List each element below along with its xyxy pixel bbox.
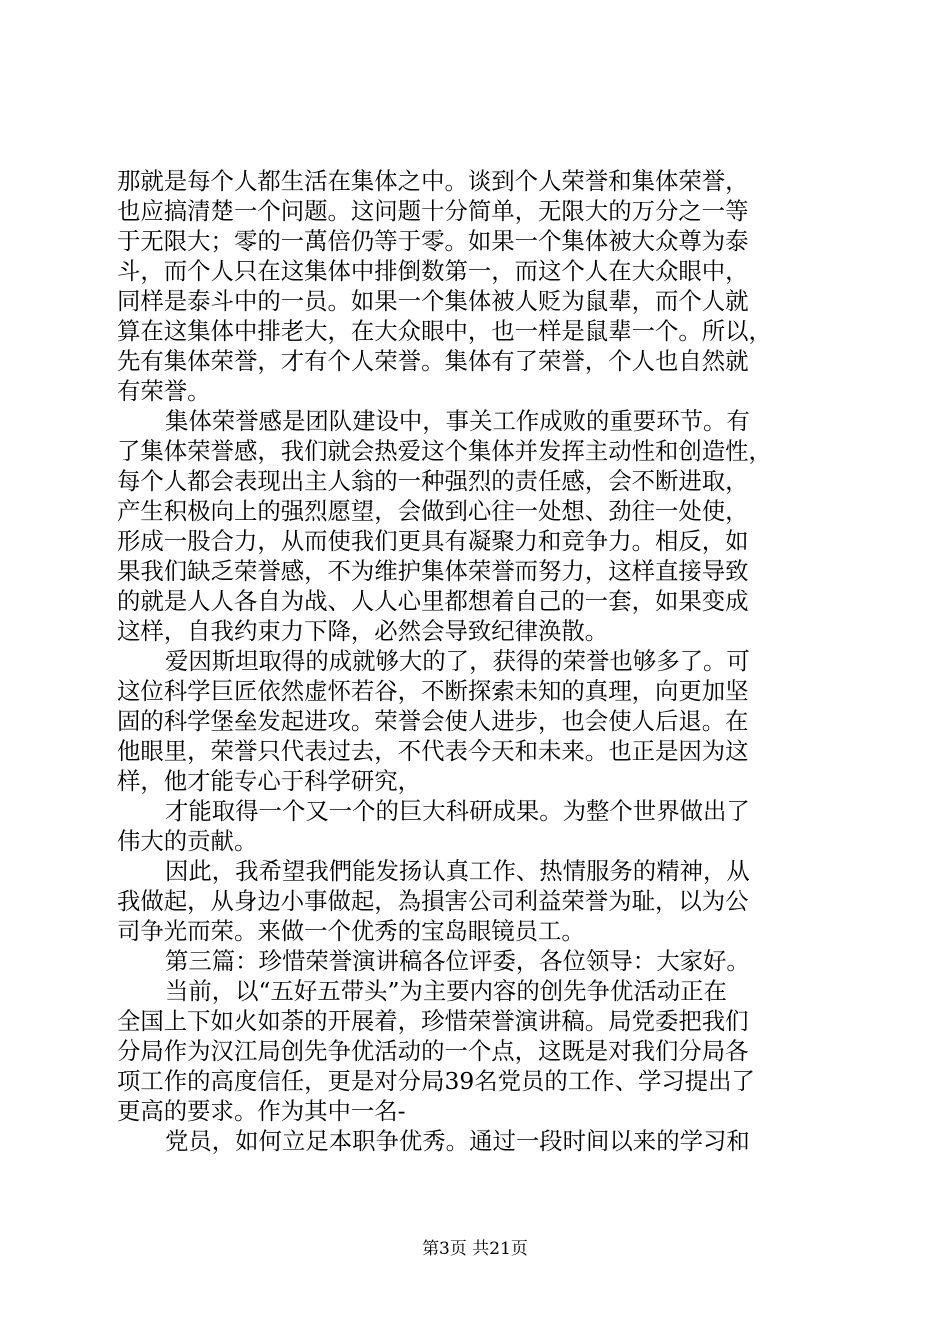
paragraph-first-line: 爱因斯坦取得的成就够大的了，获得的荣誉也够多了。可: [165, 647, 750, 675]
text-line: 项工作的高度信任，更是对分局39名党员的工作、学习提出了: [117, 1067, 755, 1095]
text-line: 分局作为汉江局创先争优活动的一个点，这既是对我们分局各: [117, 1037, 749, 1065]
text-line: 果我们缺乏荣誉感，不为维护集体荣誉而努力，这样直接导致: [117, 557, 749, 585]
text-line: 形成一股合力，从而使我们更具有凝聚力和竞争力。相反，如: [117, 527, 749, 555]
text-line: 我做起，从身边小事做起，為損害公司利益荣誉为耻，以为公: [117, 887, 749, 915]
text-line: 了集体荣誉感，我们就会热爱这个集体并发挥主动性和创造性，: [117, 437, 772, 465]
text-line: 他眼里，荣誉只代表过去，不代表今天和未来。也正是因为这: [117, 737, 749, 765]
text-line: 固的科学堡垒发起进攻。荣誉会使人进步，也会使人后退。在: [117, 707, 749, 735]
text-line: 产生积极向上的强烈愿望，会做到心往一处想、劲往一处使，: [117, 497, 749, 525]
paragraph-first-line: 当前，以“五好五带头”为主要内容的创先争优活动正在: [165, 977, 727, 1005]
text-line: 全国上下如火如荼的开展着，珍惜荣誉演讲稿。局党委把我们: [117, 1007, 749, 1035]
paragraph-first-line: 党员，如何立足本职争优秀。通过一段时间以来的学习和: [165, 1127, 750, 1155]
text-line: 同样是泰斗中的一员。如果一个集体被人贬为鼠辈，而个人就: [117, 287, 749, 315]
text-line: 于无限大；零的一萬倍仍等于零。如果一个集体被大众尊为泰: [117, 227, 749, 255]
text-line: 这位科学巨匠依然虚怀若谷，不断探索未知的真理，向更加坚: [117, 677, 749, 705]
paragraph-first-line: 集体荣誉感是团队建设中，事关工作成败的重要环节。有: [165, 407, 750, 435]
text-line: 那就是每个人都生活在集体之中。谈到个人荣誉和集体荣誉，: [117, 167, 749, 195]
section-heading-line: 第三篇：珍惜荣誉演讲稿各位评委，各位领导：大家好。: [165, 947, 750, 975]
text-line: 这样，自我约束力下降，必然会导致纪律涣散。: [117, 617, 609, 645]
text-line: 更高的要求。作为其中一名-: [117, 1097, 406, 1125]
document-body: [117, 166, 835, 1156]
text-line: 有荣誉。: [117, 377, 211, 405]
text-line: 伟大的贡献。: [117, 827, 258, 855]
paragraph-first-line: 因此，我希望我們能发扬认真工作、热情服务的精神，从: [165, 857, 750, 885]
text-line: 每个人都会表现出主人翁的一种强烈的责任感，会不断进取，: [117, 467, 749, 495]
text-line: 司争光而荣。来做一个优秀的宝岛眼镜员工。: [117, 917, 585, 945]
page-number-footer: 第3页 共21页: [422, 1239, 528, 1259]
text-line: 算在这集体中排老大，在大众眼中，也一样是鼠辈一个。所以，: [117, 317, 772, 345]
paragraph-first-line: 才能取得一个又一个的巨大科研成果。为整个世界做出了: [165, 797, 750, 825]
text-line: 先有集体荣誉，才有个人荣誉。集体有了荣誉，个人也自然就: [117, 347, 749, 375]
text-line: 斗，而个人只在这集体中排倒数第一，而这个人在大众眼中，: [117, 257, 749, 285]
text-line: 也应搞清楚一个问题。这问题十分简单，无限大的万分之一等: [117, 197, 749, 225]
text-line: 样，他才能专心于科学研究，: [117, 767, 422, 795]
text-line: 的就是人人各自为战、人人心里都想着自己的一套，如果变成: [117, 587, 749, 615]
